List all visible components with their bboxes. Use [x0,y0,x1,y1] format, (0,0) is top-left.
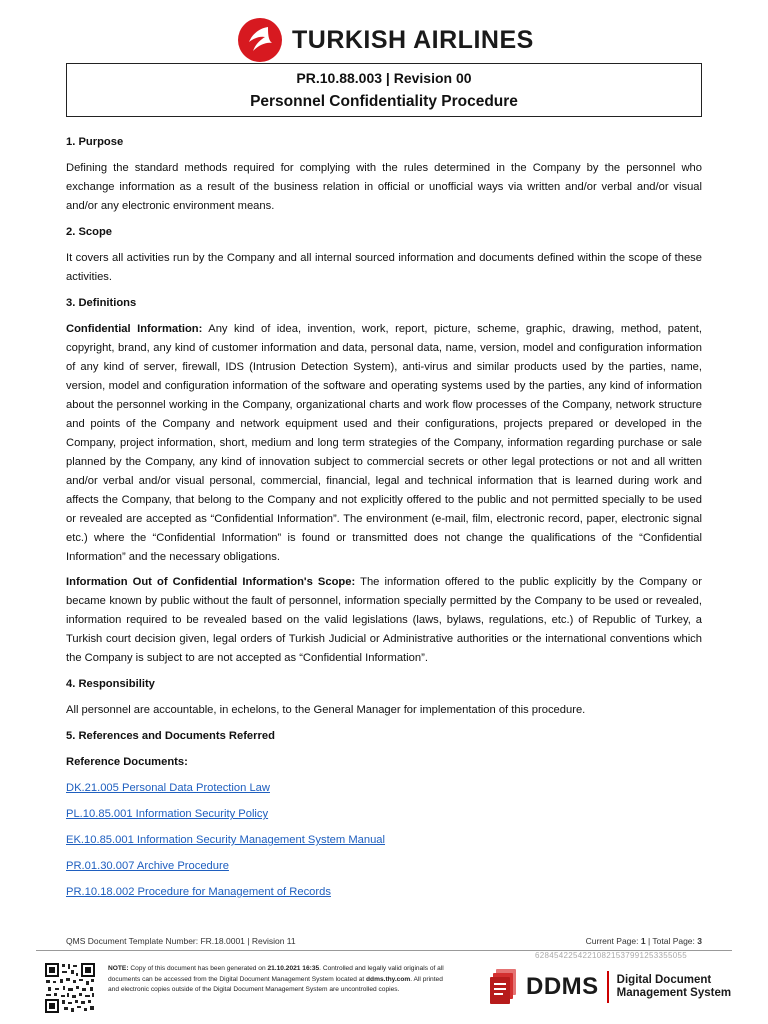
ddms-subtitle-line2: Management System [616,987,732,999]
references-heading: 5. References and Documents Referred [66,730,275,742]
reference-link-records-management-procedure[interactable]: PR.10.18.002 Procedure for Management of Records [66,886,331,898]
ddms-logo [488,968,731,1006]
note-date: 21.10.2021 16:35 [267,965,320,972]
ddms-subtitle [617,974,731,1000]
current-page-label: Current Page: [585,936,641,946]
template-number: QMS Document Template Number: FR.18.0001 | Revision 11 [66,936,296,946]
ddms-separator [607,971,609,1003]
total-page: 3 [697,936,702,946]
note-text-1: Copy of this document has been generated on [128,965,268,972]
total-page-label: | Total Page: [645,936,698,946]
purpose-text: Defining the standard methods required for complying with the rules determined in the Company by the personnel who exchange information as a result of the business relation in official or unofficial ways via written and/or verbal and/or visual and/or any electronic environment means. [66,162,702,212]
reference-link-personal-data-protection-law[interactable]: DK.21.005 Personal Data Protection Law [66,782,270,794]
reference-link-information-security-policy[interactable]: PL.10.85.001 Information Security Policy [66,808,269,820]
footer-info [66,936,702,946]
document-title: Personnel Confidentiality Procedure [250,93,518,110]
confidential-information-text: Any kind of idea, invention, work, report, picture, scheme, graphic, drawing, method, patent, copyright, brand, any kind of customer information and data, personal data, name, version, model and configuration information of any kind of server, firewall, IDS (Intrusion Detection System), anti-virus and similar products used by the parties, name, version, model and configuration information of the software and operating systems used by the parties, any kind of information about the personnel working in the Company, organizational charts and work flow processes of the Company, network structure and points of the Company and network equipment used and their configurations, projects prepared or developed in the Company, project information, short, medium and long term strategies of the Company, information regarding purchase or sale planned by the Company, any kind of innovation subject to commercial secrets or other legal protections or not and all written and/or verbal and/or visual personal, commercial, financial, legal and technical information that is learned during work and affects the Company, that belong to the Company and not explicitly offered to the public and not permitted specially to be used or revealed are accepted as “Confidential Information”. The environment (e-mail, film, electronic record, paper, electronic signal etc.) where the “Confidential Information” is found or transmitted does not change the qualifications of the “Confidential Information” and the necessary obligations. [66,323,703,563]
document-code: 62845422542210821537991253355055 [535,951,687,960]
note-label: NOTE: [108,965,129,972]
copy-notice [108,964,453,996]
reference-link-archive-procedure[interactable]: PR.01.30.007 Archive Procedure [66,860,229,872]
definitions-heading: 3. Definitions [66,297,137,309]
airline-name: TURKISH AIRLINES [292,25,534,54]
out-of-scope-term: Information Out of Confidential Information's Scope: [66,576,356,588]
airline-logo [238,18,534,62]
confidential-information-definition [66,320,702,567]
ddms-wordmark: DDMS [526,973,599,1000]
responsibility-text: All personnel are accountable, in echelons, to the General Manager for implementation of this procedure. [66,704,586,716]
confidential-information-term: Confidential Information: [66,323,203,335]
document-number: PR.10.88.003 | Revision 00 [296,70,472,86]
document-body [66,130,702,909]
scope-heading: 2. Scope [66,226,113,238]
bird-logo-icon [238,18,282,62]
stacked-documents-icon [488,968,518,1006]
reference-link-isms-manual[interactable]: EK.10.85.001 Information Security Management System Manual [66,834,386,846]
note-text-3: . All printed and electronic copies outside of the Digital Document Management System are uncontrolled copies. [108,975,443,993]
page-counter [586,936,702,946]
responsibility-heading: 4. Responsibility [66,678,155,690]
ddms-subtitle-line1: Digital Document [616,974,712,986]
note-text-2: . Controlled and legally valid originals of all documents can be accessed from the Digital Document Management System located at [108,965,444,983]
current-page: 1 [640,936,646,946]
reference-documents-title: Reference Documents: [66,756,188,768]
document-title-box [66,63,702,117]
note-url: ddms.thy.com [366,975,411,983]
out-of-scope-definition [66,573,702,668]
out-of-scope-text: The information offered to the public explicitly by the Company or became known by public without the fault of personnel, information specially permitted by the Company to be used or revealed, information required to be revealed based on the valid legislations (laws, bylaws, regulations, etc.) of Republic of Turkey, a Turkish court decision given, legal orders of Turkish Judicial or Administrative authorities or the international conventions which the Company is subject to are not accepted as “Confidential Information”. [66,576,702,664]
scope-text: It covers all activities run by the Company and all internal sourced information and documents defined within the scope of these activities. [66,252,702,283]
qr-code-icon [44,962,96,1014]
purpose-heading: 1. Purpose [66,136,124,148]
